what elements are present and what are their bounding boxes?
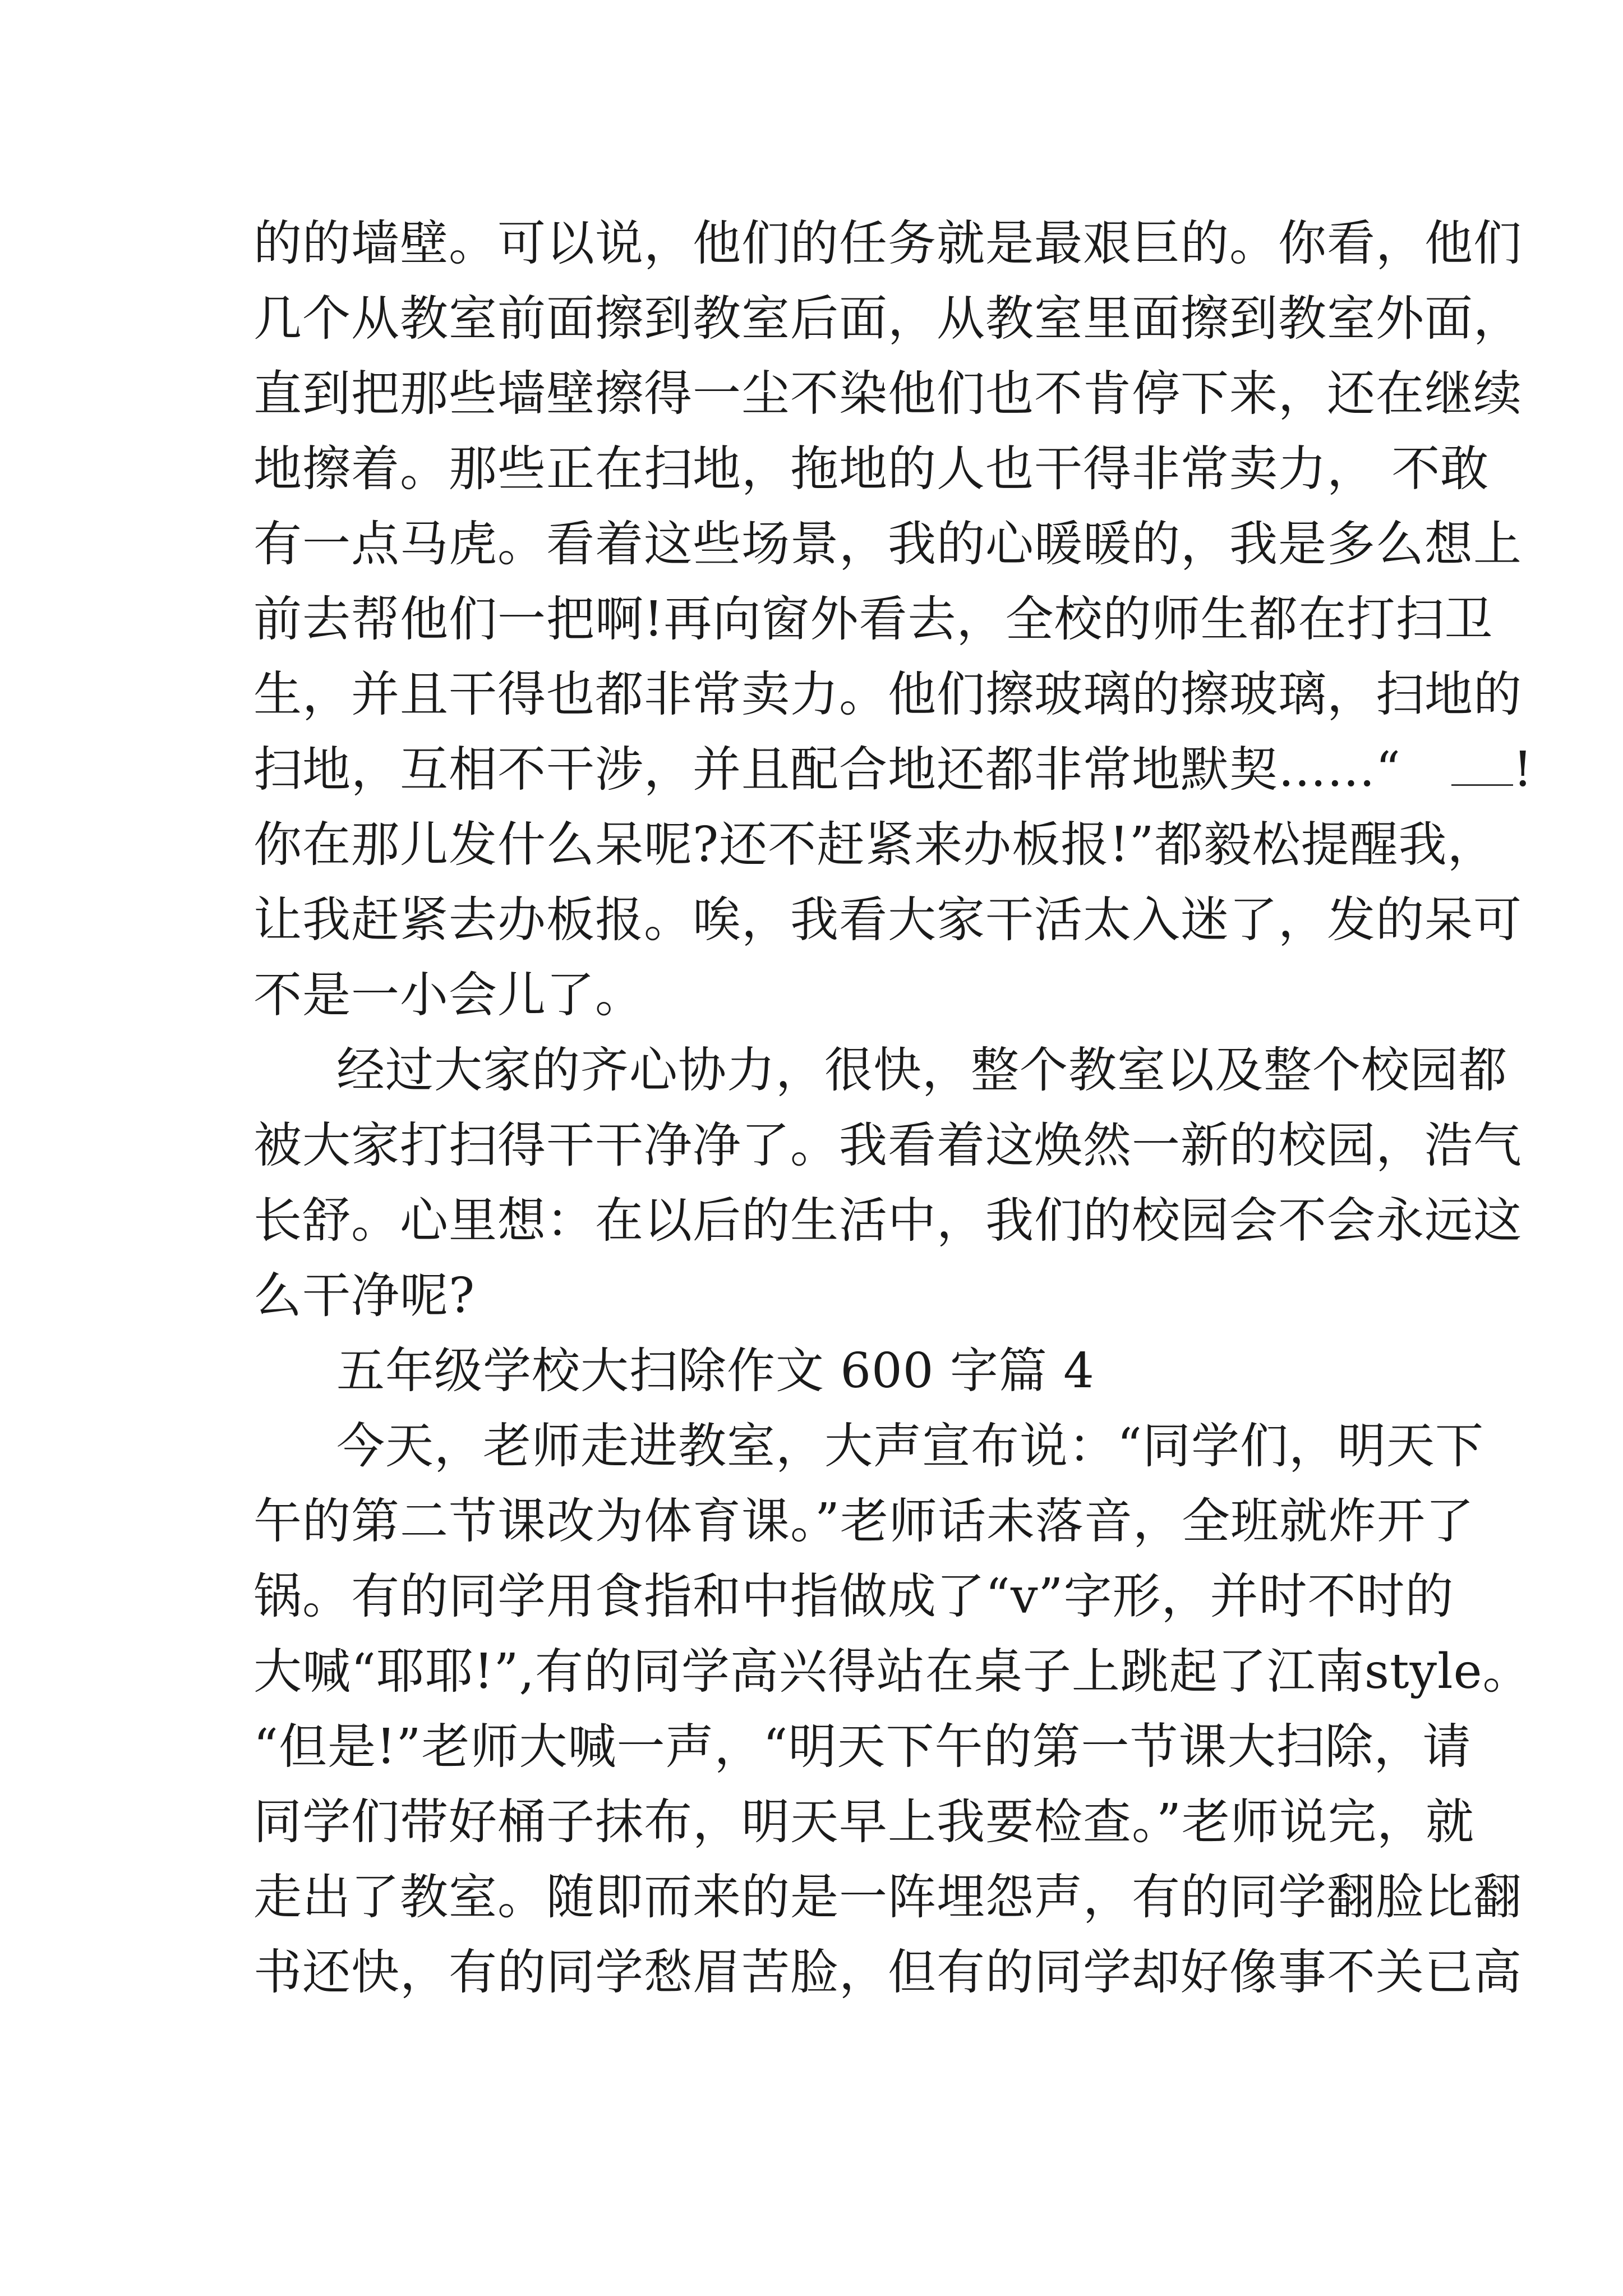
paragraph2-line-2: 被大家打扫得干干净净了。我看着这焕然一新的校园，浩气 — [253, 1117, 1522, 1174]
paragraph1-line-6: 前去帮他们一把啊!再向窗外看去，全校的师生都在打扫卫 — [253, 591, 1493, 647]
paragraph1-line-2: 几个从教室前面擦到教室后面，从教室里面擦到教室外面， — [253, 291, 1522, 347]
paragraph3-line-4: 大喊“耶耶!”,有的同学高兴得站在桌子上跳起了江南style。 — [253, 1644, 1532, 1700]
paragraph1-line-1: 的的墙壁。可以说，他们的任务就是最艰巨的。你看，他们 — [253, 215, 1522, 272]
paragraph3-line-5: “但是!”老师大喊一声，“明天下午的第一节课大扫除，请 — [253, 1719, 1472, 1775]
paragraph3-line-6: 同学们带好桶子抹布，明天早上我要检查。”老师说完，就 — [253, 1794, 1474, 1850]
paragraph2-line-4: 么干净呢? — [253, 1268, 476, 1324]
paragraph3-line-7: 走出了教室。随即而来的是一阵埋怨声，有的同学翻脸比翻 — [253, 1869, 1522, 1925]
paragraph3-line-8: 书还快，有的同学愁眉苦脸，但有的同学却好像事不关已高 — [253, 1944, 1522, 2000]
paragraph2-line-3: 长舒。心里想：在以后的生活中，我们的校园会不会永远这 — [253, 1193, 1522, 1249]
paragraph1-line-7: 生，并且干得也都非常卖力。他们擦玻璃的擦玻璃，扫地的 — [253, 666, 1522, 723]
paragraph1-line-11: 不是一小会儿了。 — [253, 967, 644, 1023]
paragraph1-line-9: 你在那儿发什么呆呢?还不赶紧来办板报!”都毅松提醒我， — [253, 817, 1496, 873]
blank-underline — [1451, 745, 1513, 786]
paragraph1-line-5: 有一点马虎。看着这些场景，我的心暖暖的，我是多么想上 — [253, 516, 1522, 572]
paragraph3-line-1: 今天，老师走进教室，大声宣布说：“同学们，明天下 — [336, 1418, 1484, 1474]
paragraph1-line-8-tail: ! — [1513, 742, 1533, 798]
section-heading: 五年级学校大扫除作文 600 字篇 4 — [336, 1343, 1095, 1399]
paragraph1-line-8-text: 扫地，互相不干涉，并且配合地还都非常地默契……“ — [253, 742, 1401, 798]
paragraph1-line-3: 直到把那些墙壁擦得一尘不染他们也不肯停下来，还在继续 — [253, 366, 1522, 422]
paragraph3-line-3: 锅。有的同学用食指和中指做成了“v”字形，并时不时的 — [253, 1568, 1454, 1625]
paragraph1-line-4: 地擦着。那些正在扫地，拖地的人也干得非常卖力， 不敢 — [253, 441, 1490, 497]
paragraph1-line-8 — [253, 738, 1533, 801]
paragraph1-line-10: 让我赶紧去办板报。唉，我看大家干活太入迷了，发的呆可 — [253, 892, 1522, 948]
paragraph3-line-2: 午的第二节课改为体育课。”老师话未落音，全班就炸开了 — [253, 1493, 1474, 1549]
paragraph2-line-1: 经过大家的齐心协力，很快，整个教室以及整个校园都 — [336, 1042, 1507, 1098]
